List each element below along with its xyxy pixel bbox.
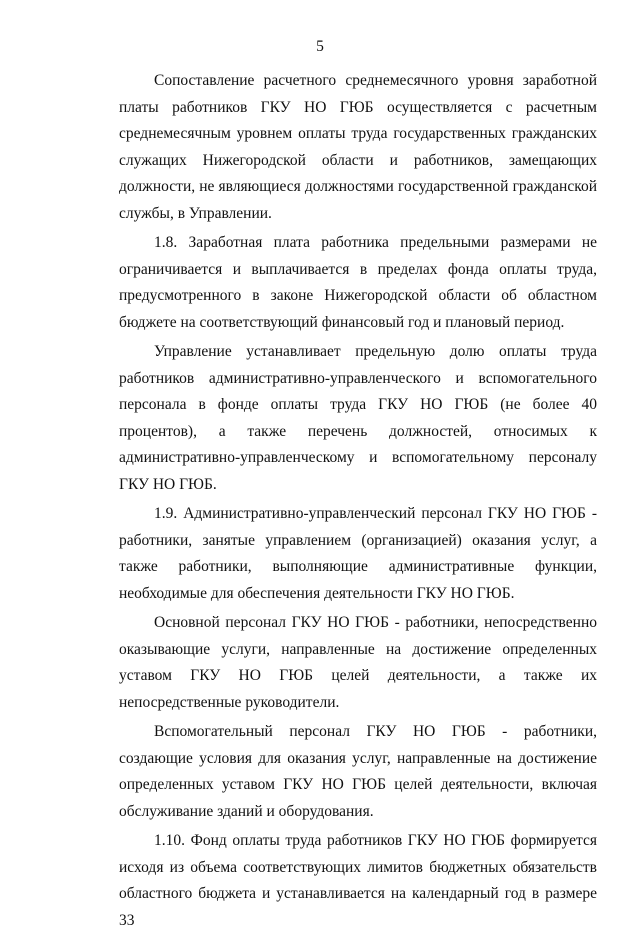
document-body (119, 68, 597, 937)
paragraph-main-staff: Основной персонал ГКУ НО ГЮБ - работники, непосредственно оказывающие услуги, направленные на достижение определенных уставом ГКУ НО ГЮБ целей деятельности, а также их непосредственные руководители. (119, 614, 597, 711)
page-number: 5 (316, 38, 324, 55)
paragraph-1-10: 1.10. Фонд оплаты труда работников ГКУ НО ГЮБ формируется исходя из объема соответствующих лимитов бюджетных обязательств областного бюджета и устанавливается на календарный год в размере 33 (119, 832, 597, 929)
paragraph-admin-share: Управление устанавливает предельную долю оплаты труда работников административно-управленческого и вспомогательного персонала в фонде оплаты труда ГКУ НО ГЮБ (не более 40 процентов), а также перечень должностей, относимых к административно-управленческому и вспомогательному персоналу ГКУ НО ГЮБ. (119, 343, 597, 493)
paragraph-1-9: 1.9. Административно-управленческий персонал ГКУ НО ГЮБ - работники, занятые управлением (организацией) оказания услуг, а также работники, выполняющие административные функции, необходимые для обеспечения деятельности ГКУ НО ГЮБ. (119, 505, 597, 602)
paragraph-salary-comparison: Сопоставление расчетного среднемесячного уровня заработной платы работников ГКУ НО ГЮБ осуществляется с расчетным среднемесячным уровнем оплаты труда государственных гражданских служащих Нижегородской области и работников, замещающих должности, не являющиеся должностями государственной гражданской службы, в Управлении. (119, 72, 597, 222)
paragraph-support-staff: Вспомогательный персонал ГКУ НО ГЮБ - работники, создающие условия для оказания услуг, направленные на достижение определенных уставом ГКУ НО ГЮБ целей деятельности, включая обслуживание зданий и оборудования. (119, 723, 597, 820)
paragraph-1-8: 1.8. Заработная плата работника предельными размерами не ограничивается и выплачивается в пределах фонда оплаты труда, предусмотренного в законе Нижегородской области об областном бюджете на соответствующий финансовый год и плановый период. (119, 234, 597, 331)
